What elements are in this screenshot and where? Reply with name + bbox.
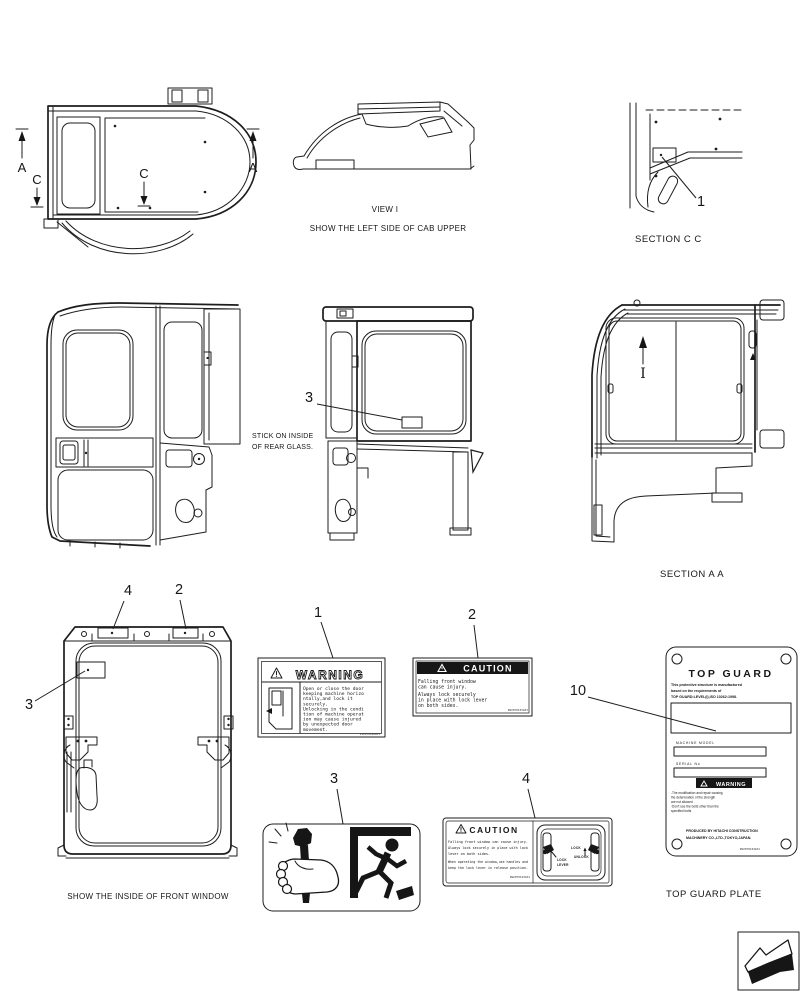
top-guard-warning-line: -The modification and repair causing (671, 791, 723, 795)
decal-location-3-rear (402, 417, 422, 428)
marker-a-right: A (248, 160, 258, 175)
top-guard-plate-caption: TOP GUARD PLATE (666, 889, 762, 900)
warning-text-line: ion may cause injured (303, 717, 362, 723)
decal-caution-wide (443, 771, 612, 886)
decal-warning-door (258, 605, 385, 737)
callout-10: 10 (569, 683, 587, 699)
caution-wide-header: CAUTION (469, 825, 519, 835)
warning-text-line: ntally,and lock it (303, 697, 353, 703)
caution-wide-line: Always lock securely in place with lock (448, 846, 529, 850)
caution-text-line: Always lock securely (418, 693, 476, 698)
decal-location-3-front (77, 662, 105, 678)
caution-text-line: Falling front window (418, 680, 476, 685)
decal-part-code: PW20T0104AP1 (739, 847, 760, 851)
decal-part-code: PV20T0100AP1 (359, 731, 380, 736)
callout-3-rear-glass: 3 (304, 390, 314, 406)
cab-upper-profile-view (293, 102, 474, 233)
warning-text-line: movement. (303, 727, 328, 733)
decal-part-code: PW20T0103AP1 (509, 875, 530, 879)
unlock-state-label: UNLOCK (574, 855, 589, 859)
top-guard-warning-header: WARNING (715, 781, 747, 788)
top-guard-plate (570, 647, 797, 900)
window-lock-pictogram (537, 825, 605, 880)
callout-2-decal: 2 (467, 607, 477, 623)
machine-model-label: MACHINE MODEL (676, 741, 716, 745)
warning-text-line: securely. (303, 702, 328, 708)
exit-running-man-icon (350, 827, 414, 900)
page-nav-arrow[interactable] (738, 932, 799, 990)
top-guard-intro-line: TOP GUARD:LEVEL(I),ISO 10262:1998. (671, 695, 737, 699)
section-aa-caption: SECTION A A (660, 569, 725, 580)
decal-emergency-exit (263, 771, 420, 911)
lock-state-label: LOCK (571, 846, 581, 850)
top-guard-title: TOP GUARD (688, 668, 774, 680)
hammer-hand-icon (269, 823, 339, 903)
view-i-caption: SHOW THE LEFT SIDE OF CAB UPPER (309, 224, 467, 233)
callout-3-front-window: 3 (24, 697, 34, 713)
top-guard-blank-box (671, 703, 791, 733)
warning-triangle-icon (271, 668, 282, 678)
caution-wide-line: lever on both sides. (448, 852, 491, 856)
view-i-label: VIEW I (371, 205, 399, 214)
lock-lever-icon-left (543, 844, 556, 857)
top-guard-warning-line: the deterioration of the strength (671, 795, 716, 800)
callout-2-front-window: 2 (174, 582, 184, 598)
marker-a-left: A (17, 160, 27, 175)
warning-text-line: tion of machine operat (303, 712, 364, 718)
caution-text-line: can cause injury. (418, 685, 468, 691)
caution-wide-line: keep the lock lever in release position. (448, 866, 528, 870)
warning-text-line: by unexpected door (303, 722, 353, 728)
callout-1-section-cc: 1 (696, 194, 706, 210)
callout-4-decal: 4 (521, 771, 531, 787)
section-aa-view (592, 300, 784, 580)
caution-text-line: in place with lock lever (418, 698, 488, 704)
front-window-caption: SHOW THE INSIDE OF FRONT WINDOW (67, 892, 229, 901)
warning-text-line: keeping machine horizo (303, 692, 364, 698)
section-cc-view (630, 103, 742, 245)
section-marker-c-left (31, 172, 43, 207)
callout-1-decal: 1 (313, 605, 323, 621)
section-marker-c-center (138, 166, 150, 206)
serial-no-box (674, 768, 766, 777)
top-guard-warning-line: specified bolts (671, 809, 692, 813)
rear-glass-note-line2: OF REAR GLASS. (252, 444, 314, 451)
cab-left-side-view (47, 303, 240, 548)
caution-text-line: on both sides. (418, 704, 459, 709)
cab-rear-view (252, 307, 483, 540)
caution-triangle-icon (456, 825, 466, 834)
caution-wide-line: When operating the window,use handles and (448, 860, 528, 864)
direction-label-i: I (640, 366, 646, 382)
callout-4-front-window: 4 (123, 583, 133, 599)
top-guard-intro-line: based on the requirements of (671, 689, 722, 693)
top-guard-warning-line: -Don't use the bolts other than the (671, 804, 719, 809)
cab-top-view (16, 88, 259, 254)
top-guard-producer-line: PRODUCED BY HITACHI CONSTRUCTION (686, 829, 758, 833)
caution-header: CAUTION (463, 663, 513, 674)
warning-header: WARNING (295, 668, 365, 682)
lock-lever-label-2: LEVER (557, 863, 569, 867)
lock-lever-label-1: LOCK (557, 858, 567, 862)
top-guard-intro-line: This protective structure is manufactured (671, 683, 742, 687)
caution-wide-line: Falling front window can cause injury. (448, 840, 528, 844)
rear-glass-note-line1: STICK ON INSIDE (252, 433, 314, 440)
decal-part-code: PW20T0103AP3 (507, 708, 528, 712)
back-arrow-icon (745, 940, 794, 984)
marker-c-center: C (139, 166, 149, 181)
top-guard-warning-line: are not allowed (671, 800, 693, 804)
front-window-frame-view (25, 582, 237, 901)
decal-caution-small (413, 607, 532, 716)
top-guard-producer-line: MACHINERY CO.,LTD.,TOKYO,JAPAN. (686, 836, 752, 840)
section-cc-caption: SECTION C C (635, 234, 702, 245)
section-marker-a-left (16, 129, 28, 175)
machine-model-box (674, 747, 766, 756)
door-pictogram-icon (266, 688, 292, 729)
warning-text-line: Unlocking in the condi (303, 707, 364, 713)
serial-no-label: SERIAL No (676, 762, 701, 766)
warning-text-line: Open or close the door (303, 687, 364, 692)
callout-3-decal: 3 (329, 771, 339, 787)
marker-c-left: C (32, 172, 42, 187)
